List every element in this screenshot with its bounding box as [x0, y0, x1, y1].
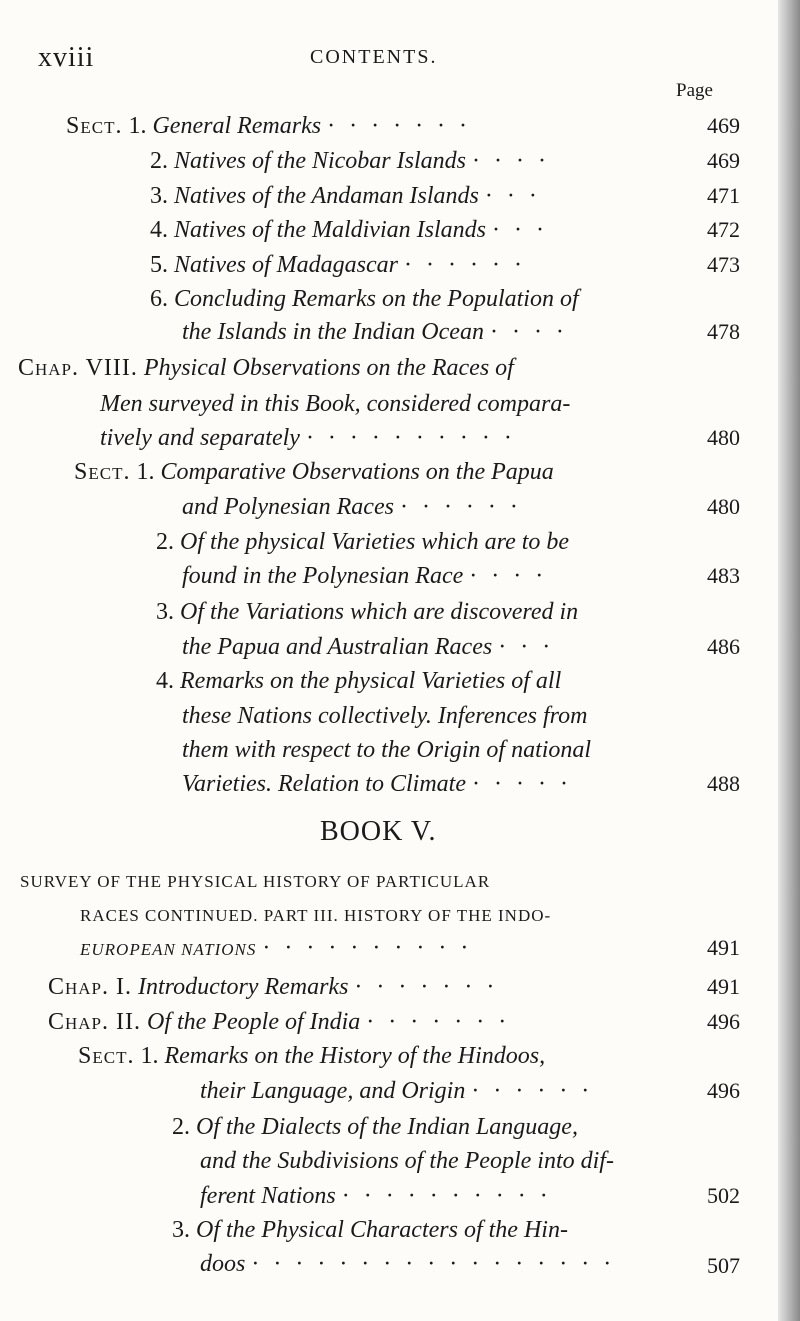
toc-entry: 2. Of the Dialects of the Indian Language, [172, 1114, 578, 1140]
page-edge-shadow [778, 0, 800, 1321]
toc-entry: 5. Natives of Madagascar · · · · · · [150, 252, 526, 278]
toc-entry-continuation: them with respect to the Origin of national [182, 737, 592, 763]
toc-entry: 2. Natives of the Nicobar Islands · · · · [150, 148, 550, 174]
toc-entry: Sect. 1. Remarks on the History of the Hindoos, [78, 1043, 546, 1069]
book-heading: BOOK V. [320, 816, 437, 847]
book-subtitle-line: SURVEY OF THE PHYSICAL HISTORY OF PARTICULAR [20, 872, 491, 891]
toc-page-number: 507 [707, 1253, 740, 1278]
toc-entry-continuation: and Polynesian Races · · · · · · [182, 494, 522, 520]
toc-page-number: 472 [707, 217, 740, 242]
toc-entry-continuation: doos · · · · · · · · · · · · · · · · · [200, 1251, 616, 1277]
toc-chapter-entry: Chap. II. Of the People of India · · · · · · · [48, 1009, 511, 1035]
toc-page-number: 491 [707, 974, 740, 999]
toc-page-number: 496 [707, 1009, 740, 1034]
toc-page-number: 496 [707, 1078, 740, 1103]
page-header [38, 42, 758, 82]
toc-page-number: 502 [707, 1183, 740, 1208]
toc-entry: 4. Natives of the Maldivian Islands · · · [150, 217, 548, 243]
toc-entry-continuation: Varieties. Relation to Climate · · · · · [182, 771, 572, 797]
toc-entry-continuation: these Nations collectively. Inferences from [182, 703, 588, 729]
toc-entry-continuation: the Islands in the Indian Ocean · · · · [182, 319, 568, 345]
toc-page-number: 469 [707, 113, 740, 138]
toc-page-number: 478 [707, 319, 740, 344]
toc-page-number: 483 [707, 563, 740, 588]
toc-page-number: 486 [707, 634, 740, 659]
toc-entry: Sect. 1. General Remarks · · · · · · · [66, 113, 472, 139]
toc-entry: Sect. 1. Comparative Observations on the Papua [74, 459, 554, 485]
toc-entry: 2. Of the physical Varieties which are to be [156, 529, 570, 555]
book-subtitle-line: RACES CONTINUED. PART III. HISTORY OF THE INDO- [80, 906, 552, 925]
toc-entry: 6. Concluding Remarks on the Population of [150, 286, 579, 312]
toc-chapter-entry: Chap. VIII. Physical Observations on the Races of [18, 355, 514, 381]
toc-entry: 3. Of the Variations which are discovered in [156, 599, 579, 625]
toc-entry-continuation: tively and separately · · · · · · · · · · [100, 425, 516, 451]
toc-page-number: 480 [707, 494, 740, 519]
toc-page-number: 471 [707, 183, 740, 208]
toc-entry-continuation: found in the Polynesian Race · · · · [182, 563, 548, 589]
page-column-heading: Page [676, 80, 713, 101]
toc-entry-continuation: their Language, and Origin · · · · · · [200, 1078, 594, 1104]
page-number-roman: xviii [38, 42, 95, 73]
toc-entry-continuation: the Papua and Australian Races · · · [182, 634, 555, 660]
toc-entry: 3. Of the Physical Characters of the Hin- [172, 1217, 568, 1243]
toc-entry-continuation: Men surveyed in this Book, considered compara- [100, 391, 571, 417]
book-subtitle-line: EUROPEAN NATIONS · · · · · · · · · · [80, 935, 473, 961]
running-title: CONTENTS. [310, 46, 438, 68]
toc-entry: 4. Remarks on the physical Varieties of all [156, 668, 562, 694]
toc-entry-continuation: ferent Nations · · · · · · · · · · [200, 1183, 552, 1209]
toc-page-number: 473 [707, 252, 740, 277]
toc-chapter-entry: Chap. I. Introductory Remarks · · · · · · · [48, 974, 499, 1000]
toc-entry-continuation: and the Subdivisions of the People into dif- [200, 1148, 614, 1174]
toc-page-number: 488 [707, 771, 740, 796]
toc-entry: 3. Natives of the Andaman Islands · · · [150, 183, 541, 209]
toc-page-number: 491 [707, 935, 740, 960]
toc-page-number: 480 [707, 425, 740, 450]
toc-page-number: 469 [707, 148, 740, 173]
